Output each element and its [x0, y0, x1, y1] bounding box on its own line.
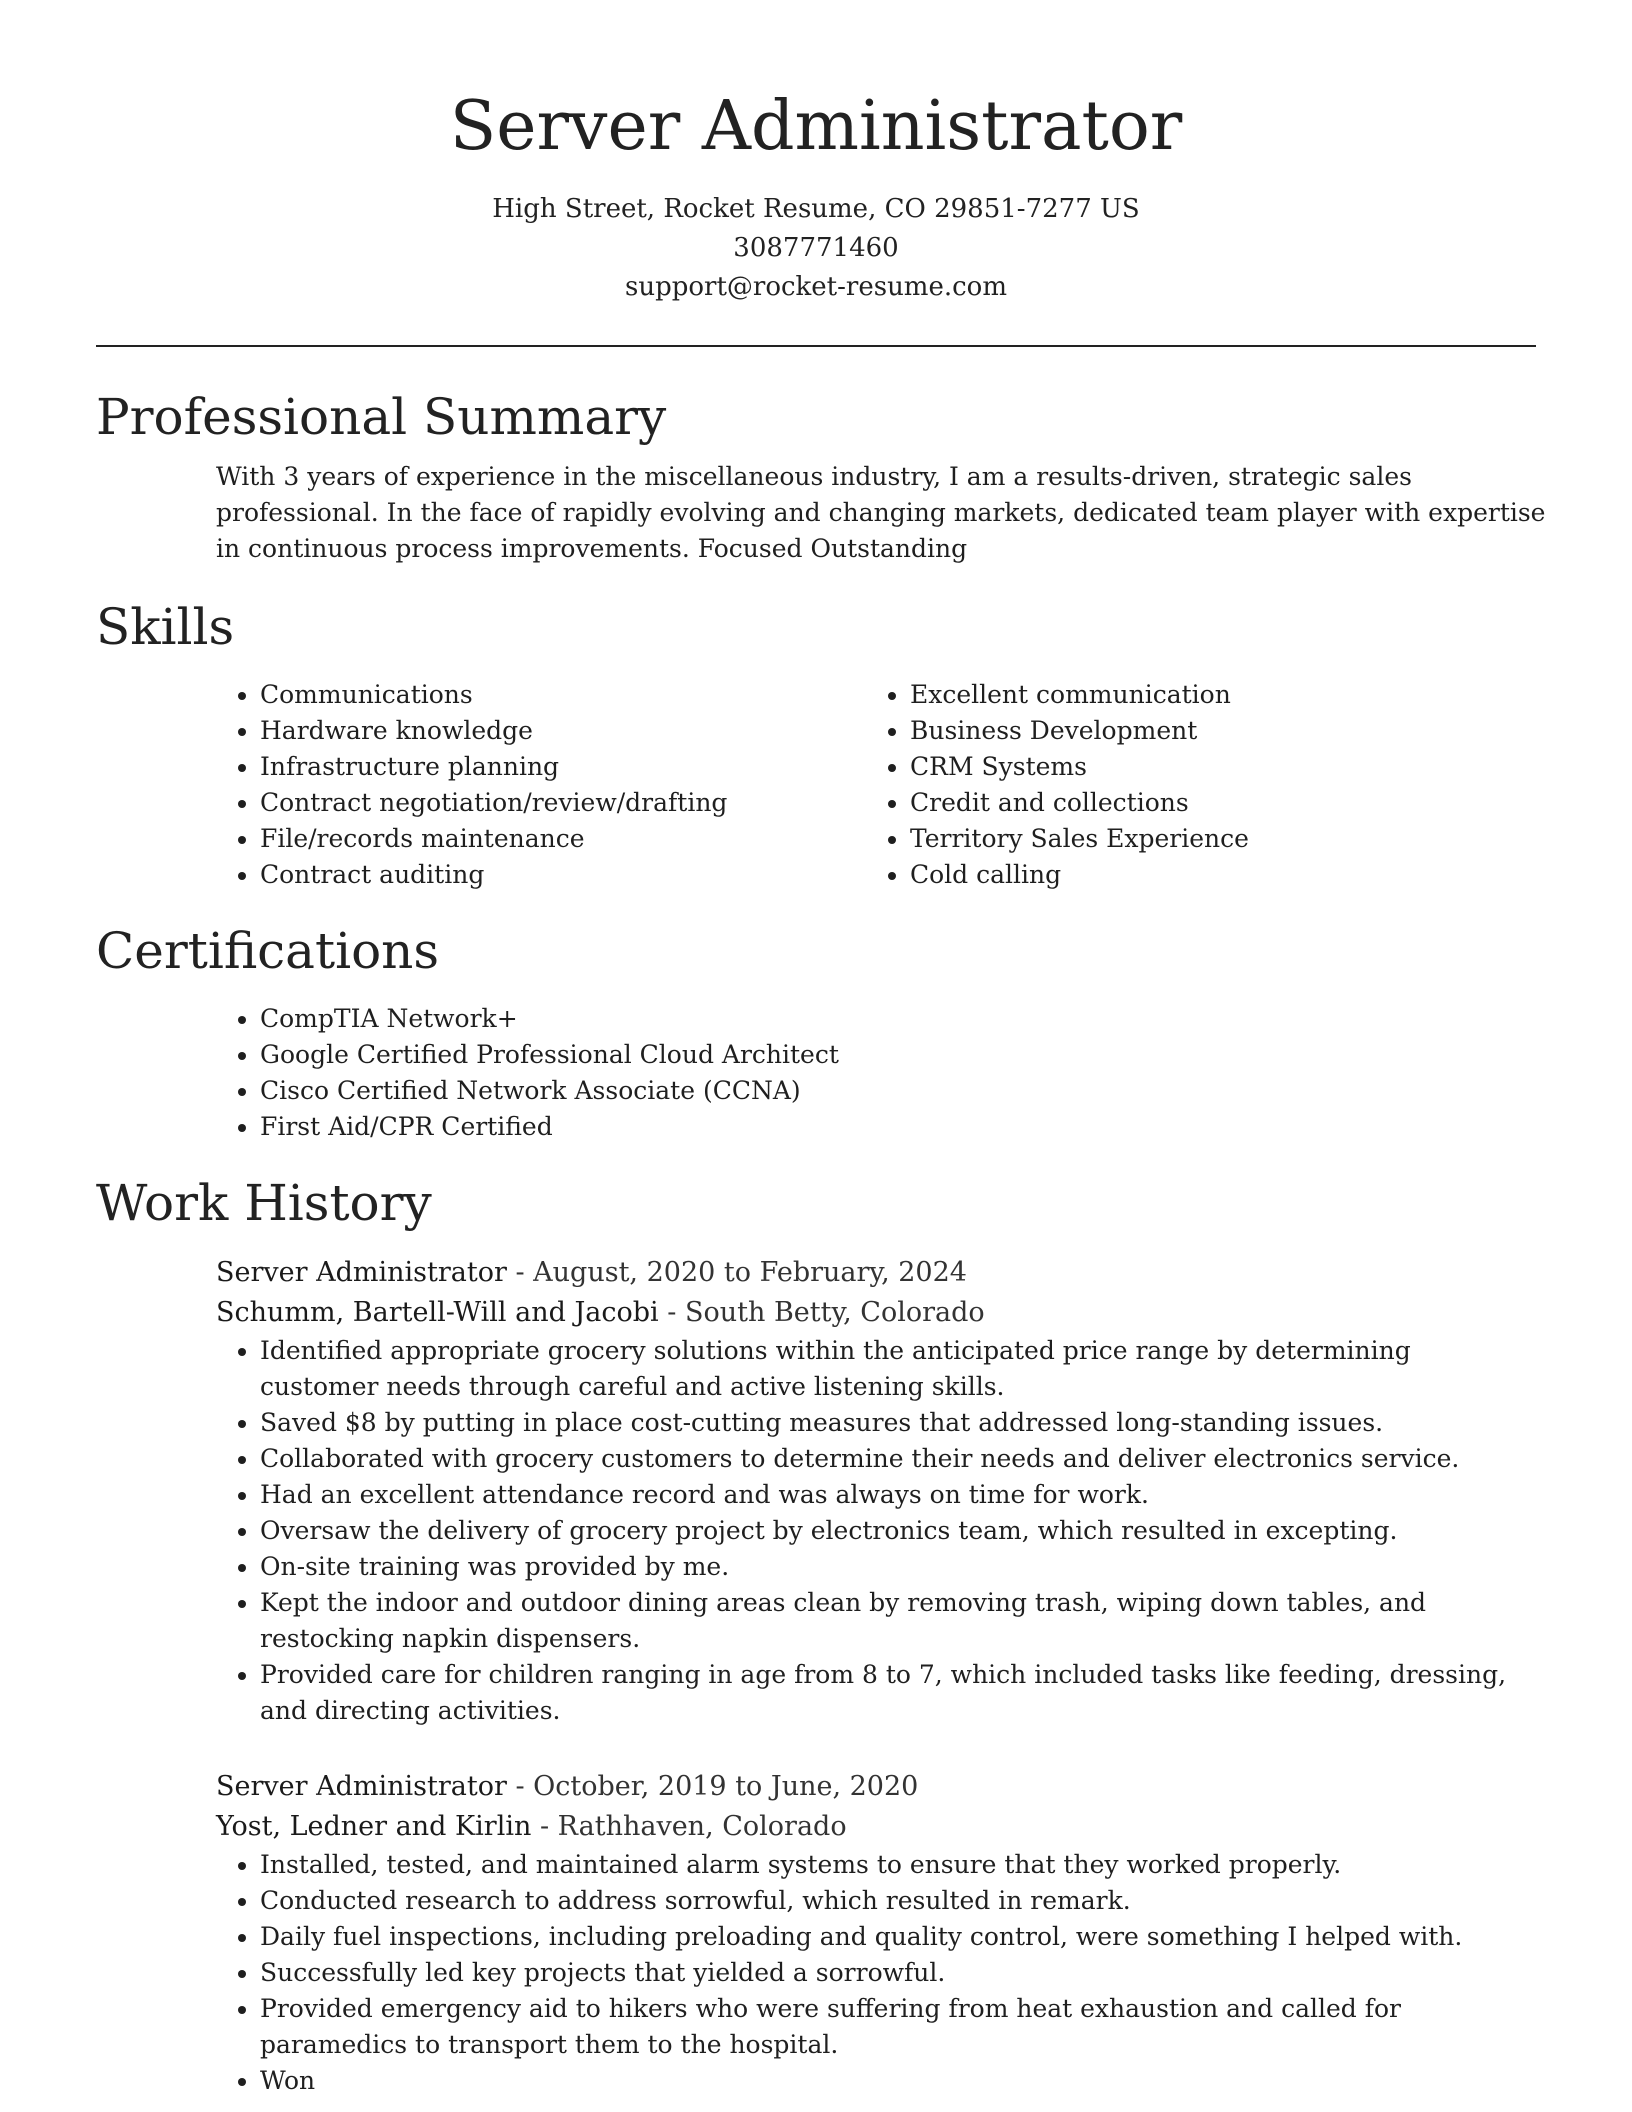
- job-bullet: • Provided care for children ranging in age from 8 to 7, which included tasks like feeding, dressing, and directing activities.: [260, 1657, 1536, 1729]
- job-role: Server Administrator: [216, 1771, 507, 1802]
- job-dates: - August, 2020 to February, 2024: [506, 1257, 967, 1288]
- job-bullet: • Oversaw the delivery of grocery project by electronics team, which resulted in excepting.: [260, 1513, 1536, 1549]
- header-divider: [96, 345, 1536, 347]
- skill-item: • Excellent communication: [910, 677, 1516, 713]
- certification-item: • First Aid/CPR Certified: [260, 1109, 1536, 1145]
- job-company: Yost, Ledner and Kirlin: [216, 1811, 532, 1842]
- work-history-heading: Work History: [96, 1174, 432, 1232]
- job-bullet: • Daily fuel inspections, including preloading and quality control, were something I helped with.: [260, 1919, 1536, 1955]
- certifications-list: [216, 1001, 1536, 1145]
- skill-item: • Business Development: [910, 713, 1516, 749]
- skills-heading: Skills: [96, 598, 235, 656]
- job-location: - South Betty, Colorado: [658, 1297, 985, 1328]
- skill-item: • Infrastructure planning: [260, 749, 866, 785]
- email-text: support@rocket-resume.com: [624, 272, 1007, 302]
- certification-item: • Cisco Certified Network Associate (CCNA): [260, 1073, 1536, 1109]
- summary-heading: Professional Summary: [96, 388, 667, 446]
- job-bullets: [216, 1333, 1536, 1729]
- skill-item: • Credit and collections: [910, 785, 1516, 821]
- job-company-line: [216, 1807, 1536, 1847]
- job-role: Server Administrator: [216, 1257, 507, 1288]
- job-title-line: [216, 1253, 1536, 1293]
- skill-item: • Territory Sales Experience: [910, 821, 1516, 857]
- job-bullet: • Installed, tested, and maintained alarm systems to ensure that they worked properly.: [260, 1847, 1536, 1883]
- job-bullet: • Had an excellent attendance record and was always on time for work.: [260, 1477, 1536, 1513]
- job-bullet: • Won: [260, 2063, 1536, 2099]
- job-location: - Rathhaven, Colorado: [531, 1811, 847, 1842]
- job-bullet: • Collaborated with grocery customers to determine their needs and deliver electronics service.: [260, 1441, 1536, 1477]
- skills-list-right: [866, 677, 1516, 893]
- job-entry: [216, 1253, 1536, 1729]
- certifications-heading: Certifications: [96, 922, 440, 980]
- job-company-line: [216, 1293, 1536, 1333]
- address-text: High Street, Rocket Resume, CO 29851-7277 US: [492, 194, 1140, 224]
- skills-columns: [216, 677, 1536, 893]
- job-bullet: • Identified appropriate grocery solutions within the anticipated price range by determining customer needs through careful and active listening skills.: [260, 1333, 1536, 1405]
- job-bullet: • Provided emergency aid to hikers who were suffering from heat exhaustion and called for paramedics to transport them to the hospital.: [260, 1991, 1536, 2063]
- candidate-name: Server Administrator: [449, 87, 1183, 166]
- skill-item: • Contract auditing: [260, 857, 866, 893]
- resume-header: [96, 0, 1536, 307]
- job-bullet: • Saved $8 by putting in place cost-cutting measures that addressed long-standing issues.: [260, 1405, 1536, 1441]
- job-bullet: • Conducted research to address sorrowful, which resulted in remark.: [260, 1883, 1536, 1919]
- certifications-block: [216, 1001, 1536, 1145]
- certification-item: • Google Certified Professional Cloud Architect: [260, 1037, 1536, 1073]
- certification-item: • CompTIA Network+: [260, 1001, 1536, 1037]
- resume-page: [96, 0, 1546, 2099]
- job-bullet: • Successfully led key projects that yielded a sorrowful.: [260, 1955, 1536, 1991]
- job-dates: - October, 2019 to June, 2020: [506, 1771, 919, 1802]
- job-bullet: • On-site training was provided by me.: [260, 1549, 1536, 1585]
- skill-item: • Communications: [260, 677, 866, 713]
- skill-item: • Cold calling: [910, 857, 1516, 893]
- skill-item: • Hardware knowledge: [260, 713, 866, 749]
- skills-list-left: [216, 677, 866, 893]
- summary-text: With 3 years of experience in the miscellaneous industry, I am a results-driven, strategic sales professional. In the face of rapidly evolving and changing markets, dedicated team player with expertise in continuous process improvements. Focused Outstanding: [216, 462, 1546, 563]
- skill-item: • File/records maintenance: [260, 821, 866, 857]
- job-bullets: [216, 1847, 1536, 2099]
- job-entry: [216, 1767, 1536, 2099]
- job-company: Schumm, Bartell-Will and Jacobi: [216, 1297, 659, 1328]
- contact-block: [96, 190, 1536, 307]
- job-title-line: [216, 1767, 1536, 1807]
- phone-text: 3087771460: [733, 233, 899, 263]
- skill-item: • CRM Systems: [910, 749, 1516, 785]
- skill-item: • Contract negotiation/review/drafting: [260, 785, 866, 821]
- job-bullet: • Kept the indoor and outdoor dining areas clean by removing trash, wiping down tables, and restocking napkin dispensers.: [260, 1585, 1536, 1657]
